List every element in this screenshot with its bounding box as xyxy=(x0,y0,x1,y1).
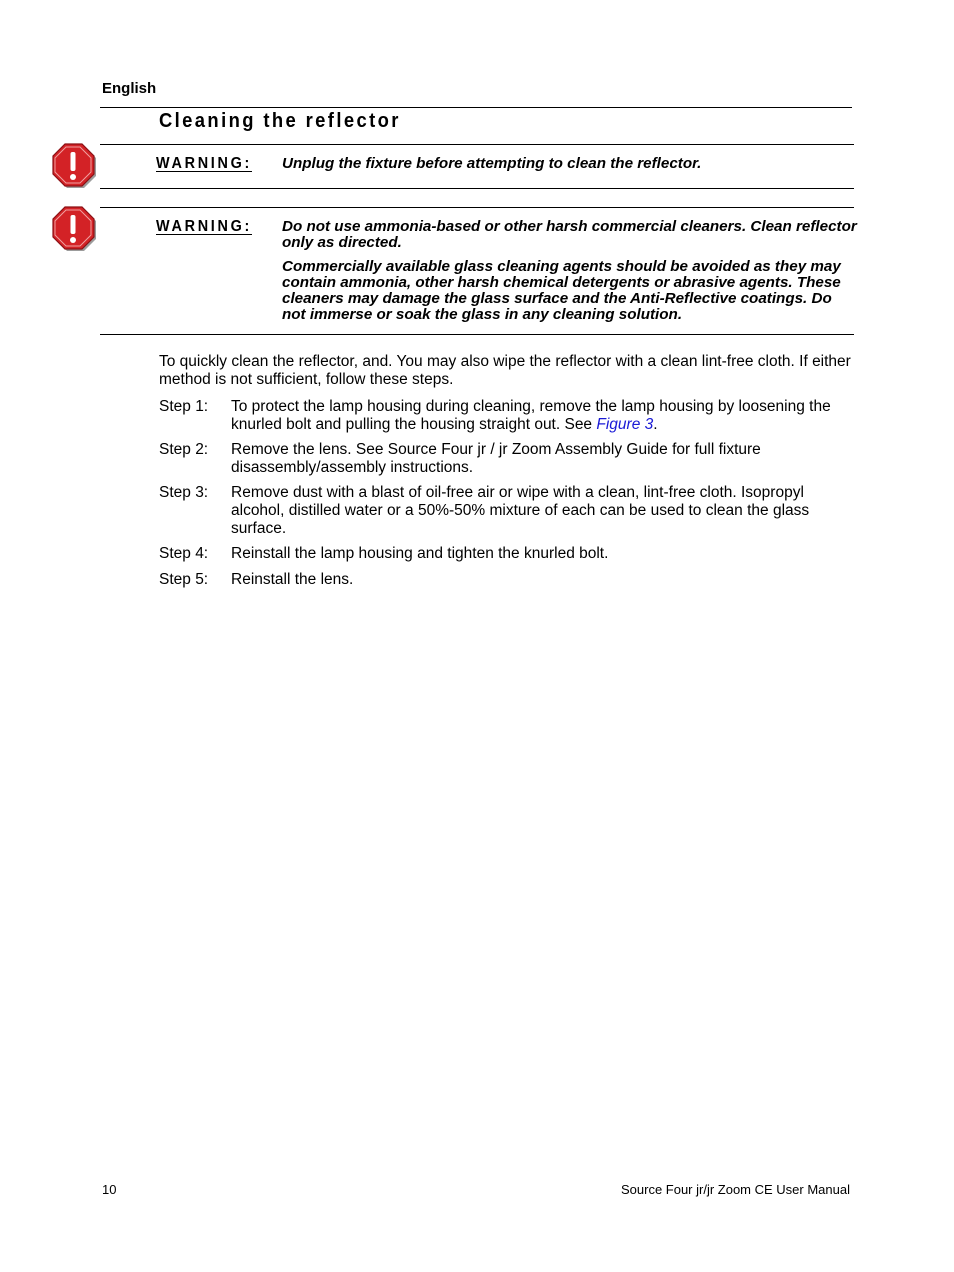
step-label: Step 2: xyxy=(159,441,209,458)
step-text-end: . xyxy=(653,416,658,433)
step-text: Reinstall the lamp housing and tighten the knurled bolt. xyxy=(231,545,609,562)
step-text: Remove dust with a blast of oil-free air or wipe with a clean, lint-free cloth. Isopropyl alcohol, distilled water or a 50%-50% mixture of each can be used to clean the glass surface. xyxy=(231,484,810,537)
title-divider xyxy=(100,144,854,145)
step-label: Step 1: xyxy=(159,398,209,415)
step-item xyxy=(159,484,859,538)
warning-paragraph: Do not use ammonia-based or other harsh commercial cleaners. Clean reflector only as directed. xyxy=(282,218,857,251)
warning-stop-icon xyxy=(49,141,97,189)
warning-paragraph: Unplug the fixture before attempting to clean the reflector. xyxy=(282,155,702,172)
step-label: Step 3: xyxy=(159,484,209,501)
warning-label: WARNING: xyxy=(156,218,252,235)
step-item xyxy=(159,545,859,563)
figure-link[interactable]: Figure 3 xyxy=(596,416,654,433)
step-item xyxy=(159,571,859,589)
header-divider xyxy=(100,107,852,108)
warning-label: WARNING: xyxy=(156,155,252,172)
step-text: To protect the lamp housing during cleaning, remove the lamp housing by loosening the knurled bolt and pulling the housing straight out. See xyxy=(231,398,831,433)
manual-title: Source Four jr/jr Zoom CE User Manual xyxy=(620,1182,850,1197)
warning-divider xyxy=(100,334,854,335)
warning-divider xyxy=(100,207,854,208)
intro-paragraph: To quickly clean the reflector, and. You may also wipe the reflector with a clean lint-free cloth. If either method is not sufficient, follow these steps. xyxy=(159,353,851,388)
section-title: Cleaning the reflector xyxy=(159,110,401,132)
warning-stop-icon xyxy=(49,204,97,252)
step-item xyxy=(159,441,859,477)
warning-divider xyxy=(100,188,854,189)
step-text: Reinstall the lens. xyxy=(231,571,354,588)
step-item xyxy=(159,398,859,434)
step-label: Step 5: xyxy=(159,571,209,588)
warning-text xyxy=(282,156,857,180)
warning-paragraph: Commercially available glass cleaning agents should be avoided as they may contain ammonia, other harsh chemical detergents or abrasive agents. These cleaners may damage the glass surface and the Anti-Reflective coatings. Do not immerse or soak the glass in any cleaning solution. xyxy=(282,258,841,323)
language-label: English xyxy=(102,80,157,97)
step-label: Step 4: xyxy=(159,545,209,562)
step-text: Remove the lens. See Source Four jr / jr Zoom Assembly Guide for full fixture disassembly/assembly instructions. xyxy=(231,441,761,476)
page-number: 10 xyxy=(102,1182,117,1197)
warning-text xyxy=(282,219,857,331)
